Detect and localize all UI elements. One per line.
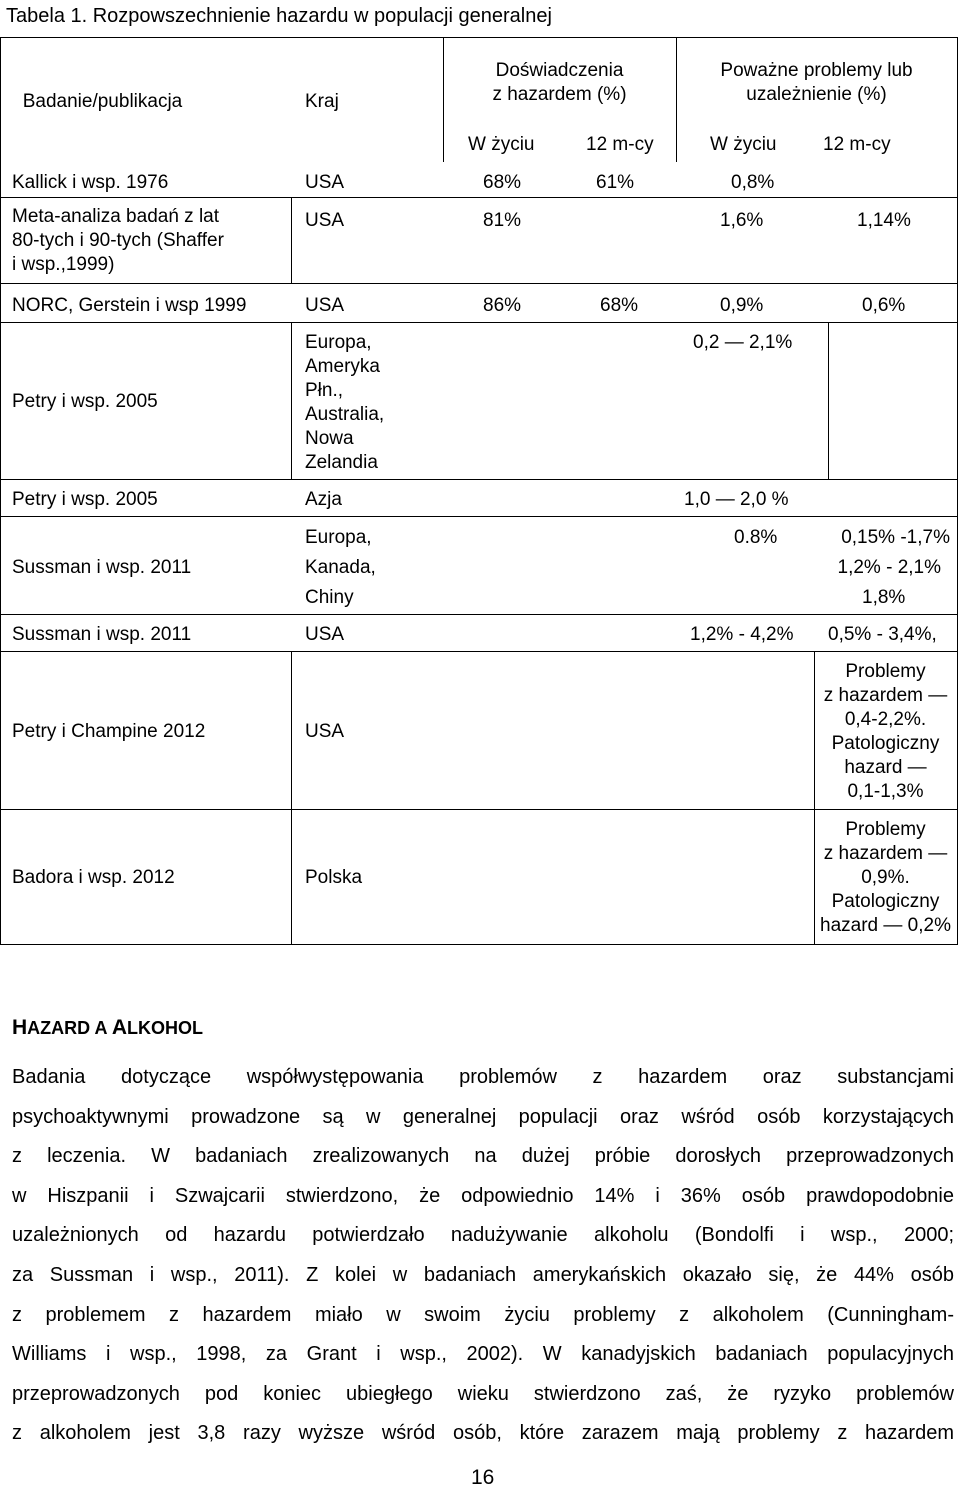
cell-study: Petry i Champine 2012 <box>12 721 206 742</box>
cell-prob-life: 0,8% <box>731 172 775 193</box>
cell-country: Azja <box>305 489 342 510</box>
header-country: Kraj <box>305 91 339 112</box>
paragraph-line: przeprowadzonych pod koniec ubiegłego wieku stwierdzono zaś, że ryzyko problemów <box>12 1382 954 1405</box>
cell-country: Europa, Ameryka Płn., Australia, Nowa Zelandia <box>305 332 385 473</box>
paragraph-line: Badania dotyczące współwystępowania problemów z hazardem oraz substancjami <box>12 1066 954 1088</box>
page-number: 16 <box>471 1466 495 1489</box>
paragraph-line: uzależnionych od hazardu potwierdzało nadużywanie alkoholu (Bondolfi i wsp., 2000; <box>12 1224 954 1247</box>
cell-country: USA <box>305 624 345 645</box>
cell-study: Petry i wsp. 2005 <box>12 391 158 412</box>
cell-country-2: Chiny <box>305 587 354 608</box>
paragraph-line: z problemem z hazardem miało w swoim życiu problemy z alkoholem (Cunningham- <box>12 1303 954 1326</box>
paragraph-line: psychoaktywnymi prowadzone są w generalnej populacji oraz wśród osób korzystających <box>12 1105 954 1128</box>
cell-prob-life: 1,6% <box>720 210 764 231</box>
body-paragraph <box>12 1058 954 1454</box>
subheader-prob-life: W życiu <box>710 134 777 155</box>
cell-country: USA <box>305 721 345 742</box>
cell-study: NORC, Gerstein i wsp 1999 <box>12 295 247 316</box>
paragraph-line: w Hiszpanii i Szwajcarii stwierdzono, że odpowiednio 14% i 36% osób prawdopodobnie <box>12 1184 954 1207</box>
cell-prob-12: 0,5% - 3,4%, <box>828 624 937 645</box>
cell-exp-life: 86% <box>483 295 522 316</box>
paragraph-line: za Sussman i wsp., 2011). Z kolei w badaniach amerykańskich okazało się, że 44% osób <box>12 1263 954 1286</box>
section-heading: HAZARD A ALKOHOL <box>12 1016 203 1039</box>
cell-prob-life: 1,0 — 2,0 % <box>684 489 789 510</box>
cell-country-0: Europa, <box>305 527 372 548</box>
cell-study: Petry i wsp. 2005 <box>12 489 158 510</box>
cell-prob-life: 0,9% <box>720 295 764 316</box>
cell-exp-life: 68% <box>483 172 522 193</box>
cell-exp-12: 68% <box>600 295 639 316</box>
cell-prob-12: 0,6% <box>862 295 906 316</box>
cell-prob-12-1: 1,2% - 2,1% <box>837 557 941 578</box>
cell-country: USA <box>305 172 345 193</box>
cell-study: Kallick i wsp. 1976 <box>12 172 169 193</box>
cell-prob-12: Problemy z hazardem — 0,9%. Patologiczny hazard — 0,2% <box>820 819 951 936</box>
cell-exp-12: 61% <box>596 172 635 193</box>
cell-country: USA <box>305 295 345 316</box>
cell-study: Sussman i wsp. 2011 <box>12 624 192 645</box>
cell-prob-life: 0.8% <box>734 527 778 548</box>
subheader-exp-life: W życiu <box>468 134 535 155</box>
header-problems: Poważne problemy lub uzależnienie (%) <box>720 60 913 105</box>
paragraph-line: Williams i wsp., 1998, za Grant i wsp., 2002). W kanadyjskich badaniach populacyjnych <box>12 1343 954 1366</box>
cell-prob-12-2: 1,8% <box>862 587 906 608</box>
header-experience: Doświadczenia z hazardem (%) <box>492 60 627 105</box>
subheader-prob-12: 12 m-cy <box>823 134 891 155</box>
cell-prob-12: Problemy z hazardem — 0,4-2,2%. Patologiczny hazard — 0,1-1,3% <box>823 661 948 802</box>
cell-country: USA <box>305 210 345 231</box>
cell-study: Badora i wsp. 2012 <box>12 867 175 888</box>
paragraph-line: z alkoholem jest 3,8 razy wyższe wśród osób, które zarazem mają problemy z hazardem <box>12 1422 954 1445</box>
cell-prob-12: 1,14% <box>857 210 911 231</box>
cell-country: Polska <box>305 867 363 888</box>
cell-prob-12-0: 0,15% -1,7% <box>841 527 950 548</box>
cell-prob-life: 1,2% - 4,2% <box>690 624 794 645</box>
cell-country-1: Kanada, <box>305 557 376 578</box>
cell-exp-life: 81% <box>483 210 522 231</box>
cell-study: Meta-analiza badań z lat 80-tych i 90-tych (Shaffer i wsp.,1999) <box>12 206 224 275</box>
header-study: Badanie/publikacja <box>22 91 183 112</box>
cell-study: Sussman i wsp. 2011 <box>12 557 192 578</box>
cell-prob-life: 0,2 — 2,1% <box>693 332 793 353</box>
subheader-exp-12: 12 m-cy <box>586 134 654 155</box>
paragraph-line: z leczenia. W badaniach zrealizowanych na dużej próbie dorosłych przeprowadzonych <box>12 1145 954 1168</box>
table-caption: Tabela 1. Rozpowszechnienie hazardu w populacji generalnej <box>6 5 552 27</box>
